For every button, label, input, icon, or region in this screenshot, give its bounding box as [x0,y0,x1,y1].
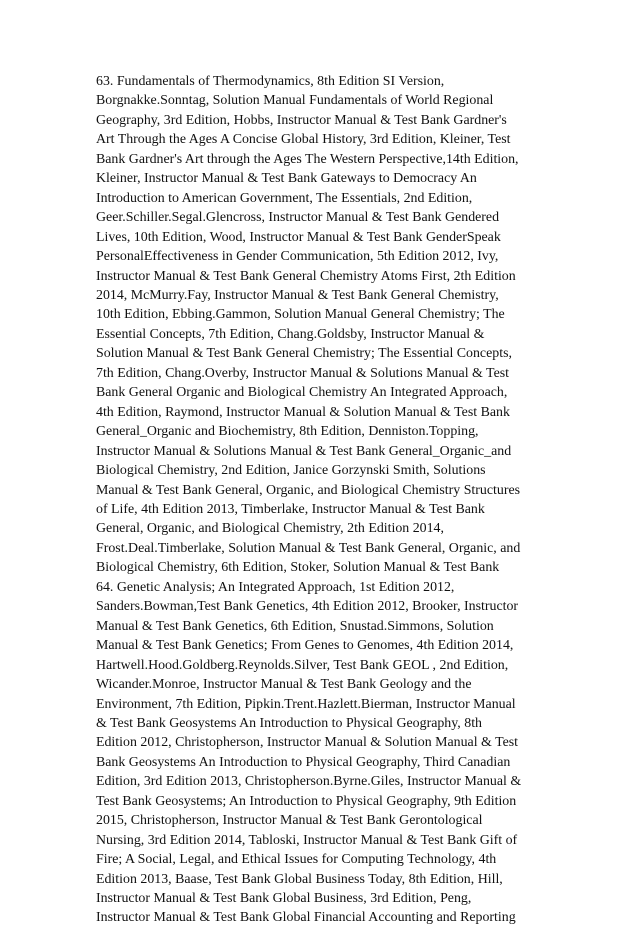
text-line: Lives, 10th Edition, Wood, Instructor Manual & Test Bank GenderSpeak [96,229,501,245]
text-line: Edition 2012, Christopherson, Instructor Manual & Solution Manual & Test [96,735,519,751]
text-line: 2014, McMurry.Fay, Instructor Manual & Test Bank General Chemistry, [96,287,499,303]
text-line: General_Organic and Biochemistry, 8th Edition, Denniston.Topping, [96,424,479,440]
text-line: 7th Edition, Chang.Overby, Instructor Manual & Solutions Manual & Test [96,365,510,381]
text-line: Edition, 3rd Edition 2013, Christopherson.Byrne.Giles, Instructor Manual & [96,774,522,790]
text-line: Geer.Schiller.Segal.Glencross, Instructor Manual & Test Bank Gendered [96,210,500,226]
text-line: Borgnakke.Sonntag, Solution Manual Fundamentals of World Regional [96,93,494,109]
text-line: Introduction to American Government, The Essentials, 2nd Edition, [96,190,473,206]
text-line: of Life, 4th Edition 2013, Timberlake, Instructor Manual & Test Bank [96,501,485,517]
text-line: 64. Genetic Analysis; An Integrated Approach, 1st Edition 2012, [96,579,455,595]
text-line: Geography, 3rd Edition, Hobbs, Instructor Manual & Test Bank Gardner's [96,112,507,128]
text-line: Frost.Deal.Timberlake, Solution Manual & Test Bank General, Organic, and [96,540,521,556]
text-line: Bank Geosystems An Introduction to Physical Geography, Third Canadian [96,754,511,770]
text-line: Environment, 7th Edition, Pipkin.Trent.Hazlett.Bierman, Instructor Manual [96,696,516,712]
text-line: Fire; A Social, Legal, and Ethical Issues for Computing Technology, 4th [96,852,497,868]
text-line: 10th Edition, Ebbing.Gammon, Solution Manual General Chemistry; The [96,307,505,323]
text-line: Solution Manual & Test Bank General Chemistry; The Essential Concepts, [96,346,512,362]
text-line: Hartwell.Hood.Goldberg.Reynolds.Silver, Test Bank GEOL , 2nd Edition, [96,657,509,673]
text-line: Manual & Test Bank Genetics; From Genes to Genomes, 4th Edition 2014, [96,638,514,654]
text-line: Biological Chemistry, 6th Edition, Stoker, Solution Manual & Test Bank [96,560,500,576]
text-line: Test Bank Geosystems; An Introduction to Physical Geography, 9th Edition [96,793,517,809]
text-line: Instructor Manual & Test Bank Global Business, 3rd Edition, Peng, [96,891,472,907]
text-line: Instructor Manual & Test Bank Global Financial Accounting and Reporting [96,910,516,926]
text-line: Manual & Test Bank Genetics, 6th Edition, Snustad.Simmons, Solution [96,618,494,634]
text-line: Nursing, 3rd Edition 2014, Tabloski, Instructor Manual & Test Bank Gift of [96,832,518,848]
text-line: Instructor Manual & Test Bank General Chemistry Atoms First, 2th Edition [96,268,516,284]
text-line: Manual & Test Bank General, Organic, and Biological Chemistry Structures [96,482,521,498]
text-line: Art Through the Ages A Concise Global History, 3rd Edition, Kleiner, Test [96,132,511,148]
text-line: General, Organic, and Biological Chemistry, 2th Edition 2014, [96,521,444,537]
body-text [96,72,544,928]
text-line: Essential Concepts, 7th Edition, Chang.Goldsby, Instructor Manual & [96,326,485,342]
text-line: PersonalEffectiveness in Gender Communication, 5th Edition 2012, Ivy, [96,249,499,265]
text-line: Instructor Manual & Solutions Manual & Test Bank General_Organic_and [96,443,512,459]
text-line: Wicander.Monroe, Instructor Manual & Test Bank Geology and the [96,677,472,693]
text-line: 2015, Christopherson, Instructor Manual & Test Bank Gerontological [96,813,483,829]
text-line: & Test Bank Geosystems An Introduction to Physical Geography, 8th [96,715,482,731]
text-line: Bank Gardner's Art through the Ages The Western Perspective,14th Edition, [96,151,519,167]
text-line: Bank General Organic and Biological Chemistry An Integrated Approach, [96,385,508,401]
text-line: 4th Edition, Raymond, Instructor Manual & Solution Manual & Test Bank [96,404,510,420]
text-line: Edition 2013, Baase, Test Bank Global Business Today, 8th Edition, Hill, [96,871,503,887]
text-line: Kleiner, Instructor Manual & Test Bank Gateways to Democracy An [96,171,477,187]
text-line: Sanders.Bowman,Test Bank Genetics, 4th Edition 2012, Brooker, Instructor [96,599,519,615]
text-line: Biological Chemistry, 2nd Edition, Janice Gorzynski Smith, Solutions [96,463,486,479]
text-line: 63. Fundamentals of Thermodynamics, 8th Edition SI Version, [96,74,445,89]
